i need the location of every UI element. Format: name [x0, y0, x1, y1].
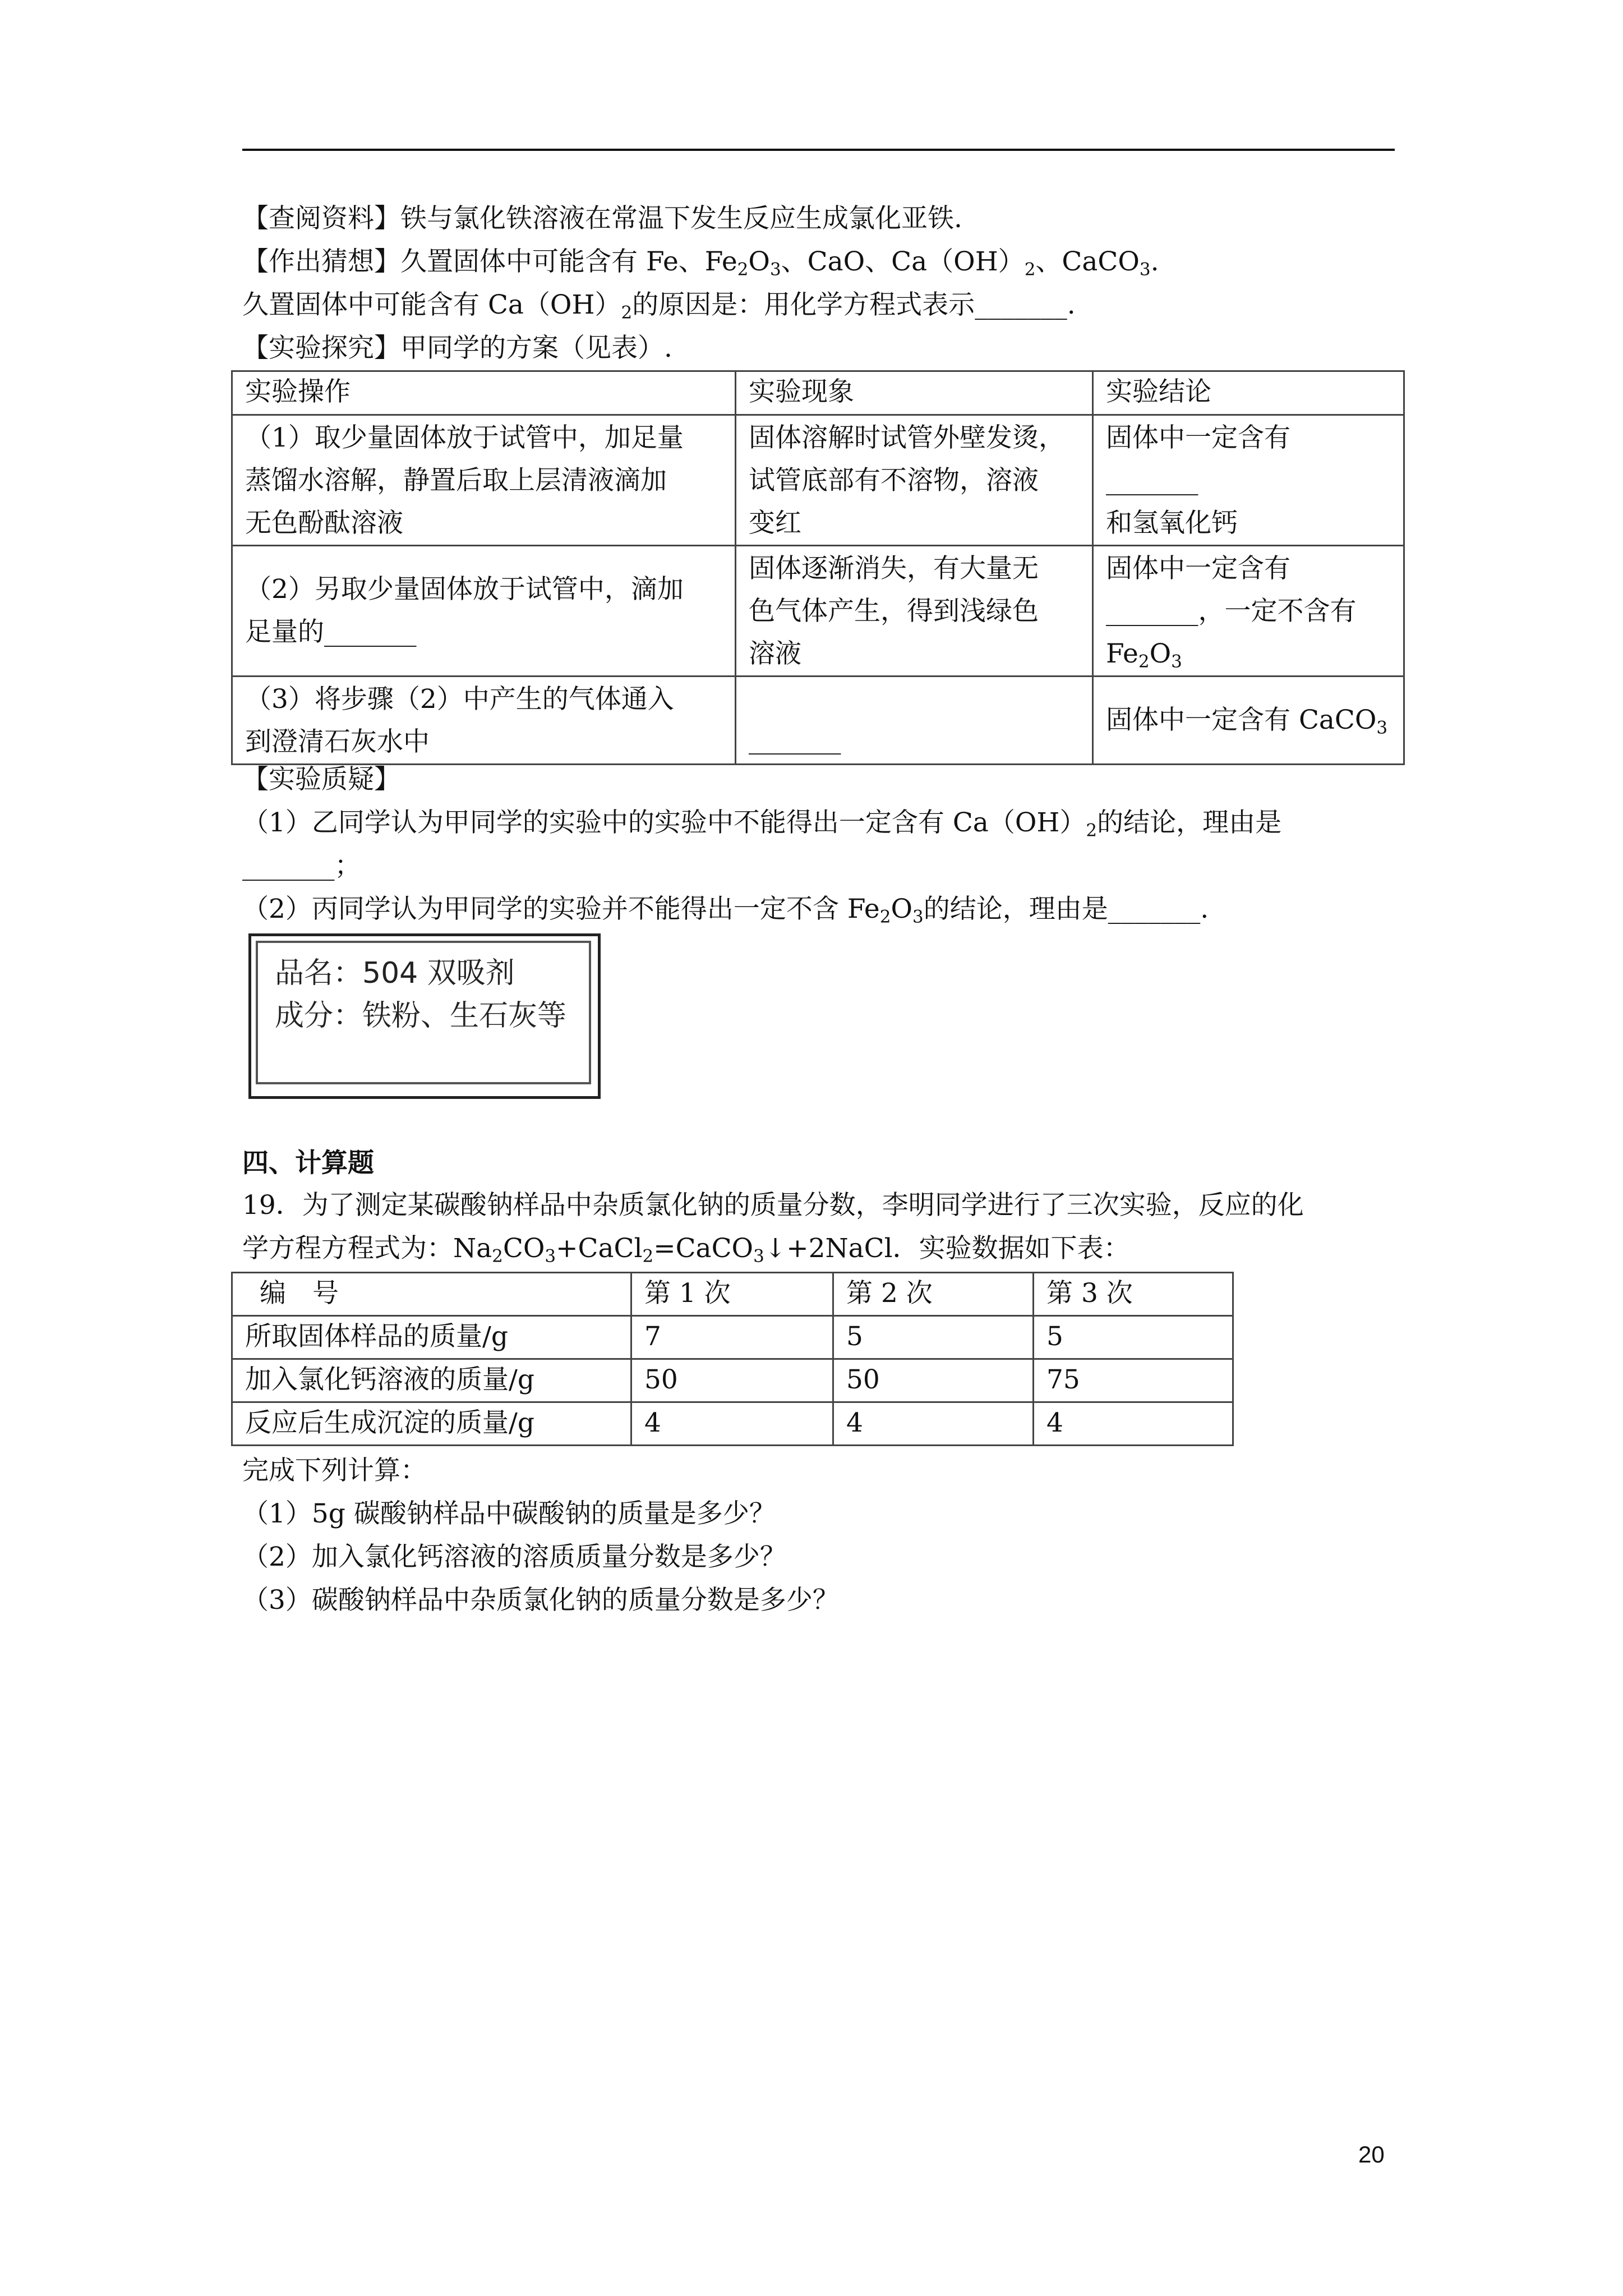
table-cell: （3）将步骤（2）中产生的气体通入 到澄清石灰水中 [232, 677, 736, 765]
text-zhiyi-q1-blank[interactable]: _______； [242, 850, 361, 881]
table-cell: 固体中一定含有 _______ 和氢氧化钙 [1093, 415, 1404, 546]
table-cell: 7 [631, 1316, 833, 1359]
header-cell: 实验结论 [1093, 371, 1404, 415]
table-cell: 4 [631, 1402, 833, 1446]
product-name: 品名：504 双吸剂 [275, 956, 515, 990]
text-zhiyi-q2: （2）丙同学认为甲同学的实验并不能得出一定不含 $Fe_2O_3$的结论，理由是_______. [242, 894, 1209, 927]
section-heading: 四、计算题 [242, 1148, 374, 1179]
table-cell [736, 677, 1093, 765]
answer-blank[interactable]: _______ [975, 289, 1067, 320]
text-calc-intro: 完成下列计算： [242, 1455, 427, 1486]
table-header-row [232, 371, 1404, 415]
table-row [232, 1402, 1233, 1446]
table-cell: 固体逐渐消失，有大量无 色气体产生，得到浅绿色 溶液 [736, 546, 1093, 677]
text-q19-line1: 19．为了测定某碳酸钠样品中杂质氯化钠的质量分数，李明同学进行了三次实验，反应的化 [242, 1190, 1304, 1221]
header-cell: 实验操作 [232, 371, 736, 415]
table-cell: （2）另取少量固体放于试管中，滴加 足量的_______ [232, 546, 736, 677]
table-cell: 所取固体样品的质量/g [232, 1316, 631, 1359]
experiment-table [231, 370, 1405, 765]
text-caixiang: 【作出猜想】久置固体中可能含有 Fe、$Fe_2O_3$、CaO、$Ca(OH)_2$、CaCO$_3$. [242, 246, 1159, 280]
table-cell: 固体溶解时试管外壁发烫， 试管底部有不溶物，溶液 变红 [736, 415, 1093, 546]
table-cell: 50 [833, 1359, 1034, 1402]
table-cell: 固体中一定含有 CaCO$_3$ [1093, 677, 1404, 765]
header-cell: 第 3 次 [1034, 1273, 1233, 1316]
page-number: 20 [1358, 2141, 1385, 2168]
header-cell: 编 号 [232, 1273, 631, 1316]
text-reason: 久置固体中可能含有 $Ca(OH)_2$的原因是：用化学方程式表示_______. [242, 289, 1076, 323]
text-ziliao: 【查阅资料】铁与氯化铁溶液在常温下发生反应生成氯化亚铁. [242, 203, 962, 234]
table-row [232, 546, 1404, 677]
table-cell: 50 [631, 1359, 833, 1402]
table-row [232, 1316, 1233, 1359]
text-zhiyi-title: 【实验质疑】 [242, 764, 400, 795]
text-q19-line2: 学方程方程式为：$Na_2CO_3+CaCl_2=CaCO_3↓+2NaCl$．实验数据如下表： [242, 1233, 1130, 1267]
table-cell: 5 [1034, 1316, 1233, 1359]
text-calc-q2: （2）加入氯化钙溶液的溶质质量分数是多少？ [242, 1542, 786, 1572]
data-table [231, 1272, 1234, 1446]
answer-blank[interactable]: _______ [1106, 465, 1198, 496]
table-cell: 4 [1034, 1402, 1233, 1446]
header-cell: 第 2 次 [833, 1273, 1034, 1316]
table-cell: 5 [833, 1316, 1034, 1359]
table-row [232, 1359, 1233, 1402]
table-cell: 75 [1034, 1359, 1233, 1402]
text-tanjiu: 【实验探究】甲同学的方案（见表）. [242, 333, 672, 364]
table-cell: （1）取少量固体放于试管中，加足量 蒸馏水溶解，静置后取上层清液滴加 无色酚酞溶液 [232, 415, 736, 546]
table-row [232, 415, 1404, 546]
header-rule [242, 149, 1395, 151]
table-cell: 加入氯化钙溶液的质量/g [232, 1359, 631, 1402]
table-cell: 4 [833, 1402, 1034, 1446]
text-calc-q1: （1）5g 碳酸钠样品中碳酸钠的质量是多少？ [242, 1498, 776, 1529]
answer-blank[interactable]: _______ [749, 724, 841, 755]
product-ingredients: 成分：铁粉、生石灰等 [275, 999, 567, 1033]
text-calc-q3: （3）碳酸钠样品中杂质氯化钠的质量分数是多少？ [242, 1585, 839, 1616]
table-cell: 反应后生成沉淀的质量/g [232, 1402, 631, 1446]
table-cell: 固体中一定含有 _______，一定不含有 $Fe_2O_3$ [1093, 546, 1404, 677]
header-cell: 实验现象 [736, 371, 1093, 415]
header-cell: 第 1 次 [631, 1273, 833, 1316]
table-header-row [232, 1273, 1233, 1316]
text-zhiyi-q1: （1）乙同学认为甲同学的实验中的实验中不能得出一定含有 $Ca(OH)_2$的结论，理由是 [242, 807, 1282, 841]
table-row [232, 677, 1404, 765]
